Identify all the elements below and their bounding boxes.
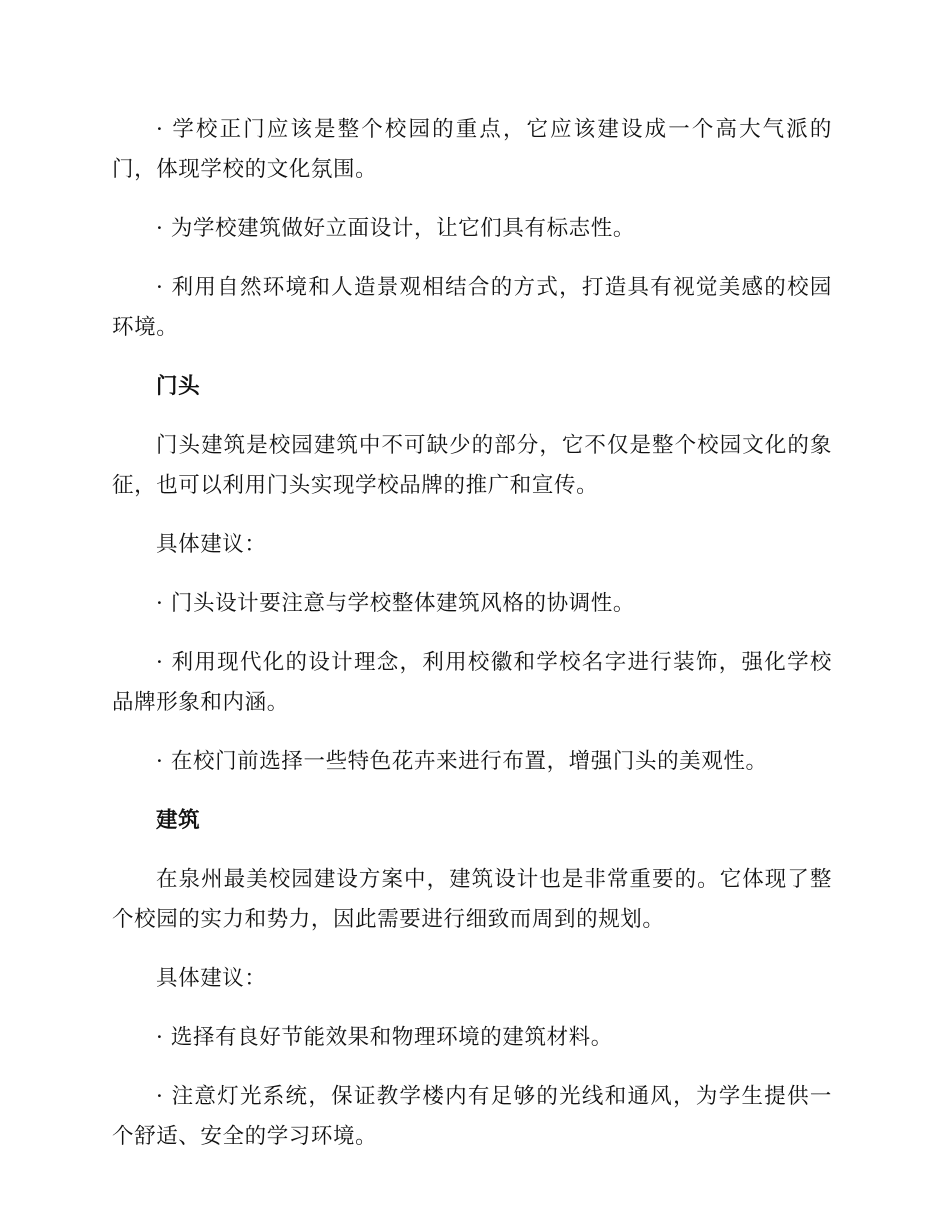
bullet-facade-design: · 为学校建筑做好立面设计，让它们具有标志性。 — [156, 216, 635, 241]
paragraph-buildings-intro: 在泉州最美校园建设方案中，建筑设计也是非常重要的。它体现了整个校园的实力和势力，因此需要进行细致而周到的规划。 — [112, 867, 832, 932]
paragraph-suggestions-label: 具体建议： — [156, 966, 267, 991]
bullet-gate-flowers: · 在校门前选择一些特色花卉来进行布置，增强门头的美观性。 — [156, 749, 768, 774]
bullet-lighting: · 注意灯光系统，保证教学楼内有足够的光线和通风，为学生提供一个舒适、安全的学习环境。 — [112, 1084, 832, 1149]
bullet-main-gate: · 学校正门应该是整个校园的重点，它应该建设成一个高大气派的门，体现学校的文化氛围。 — [112, 117, 832, 182]
section-heading-gate: 门头 — [156, 374, 201, 399]
bullet-landscape: · 利用自然环境和人造景观相结合的方式，打造具有视觉美感的校园环境。 — [112, 275, 832, 340]
paragraph-suggestions-label: 具体建议： — [156, 532, 267, 557]
paragraph-gate-intro: 门头建筑是校园建筑中不可缺少的部分，它不仅是整个校园文化的象征，也可以利用门头实现学校品牌的推广和宣传。 — [112, 433, 832, 498]
bullet-gate-style: · 门头设计要注意与学校整体建筑风格的协调性。 — [156, 591, 635, 616]
bullet-materials: · 选择有良好节能效果和物理环境的建筑材料。 — [156, 1025, 613, 1050]
document-body — [112, 110, 832, 1176]
bullet-gate-branding: · 利用现代化的设计理念，利用校徽和学校名字进行装饰，强化学校品牌形象和内涵。 — [112, 650, 832, 715]
section-heading-buildings: 建筑 — [156, 808, 201, 833]
